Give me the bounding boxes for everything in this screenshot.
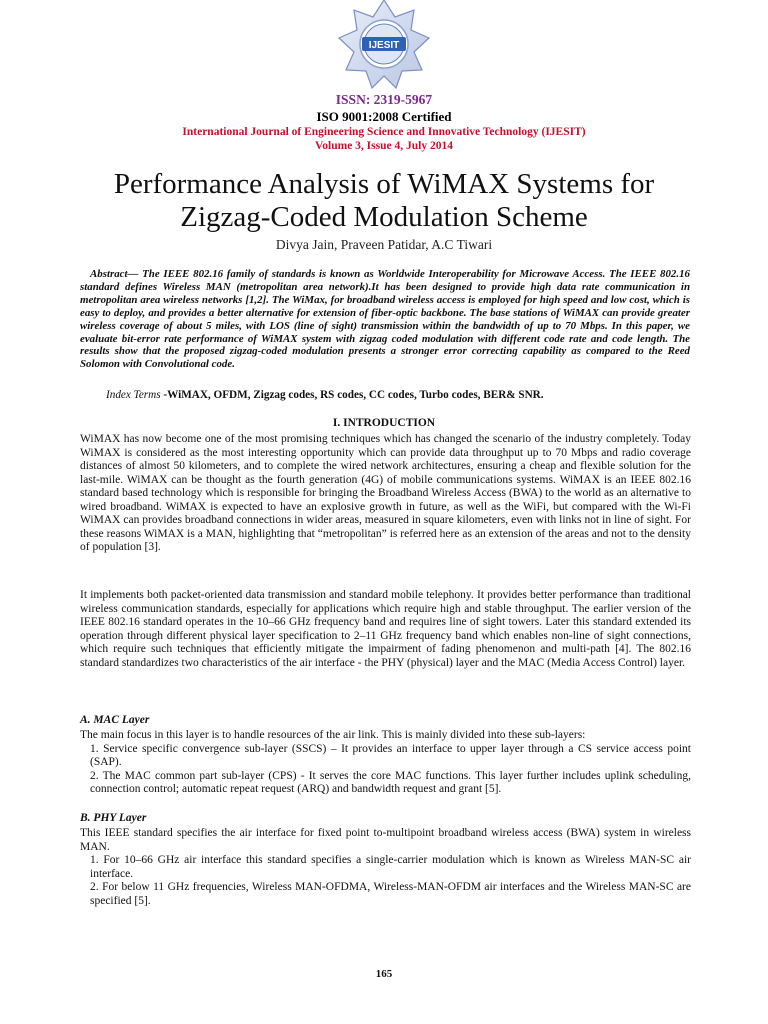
mac-list-item: 1. Service specific convergence sub-layer (SSCS) – It provides an interface to upper layer through a CS service access point (SAP). xyxy=(90,742,691,768)
mac-intro: The main focus in this layer is to handle resources of the air link. This is mainly divided into these sub-layers: xyxy=(80,729,586,741)
journal-volume: Volume 3, Issue 4, July 2014 xyxy=(315,140,453,152)
title-line-2: Zigzag-Coded Modulation Scheme xyxy=(180,201,588,233)
index-terms xyxy=(106,389,544,401)
abstract-label: Abstract— xyxy=(90,268,139,280)
intro-paragraph-2: It implements both packet-oriented data transmission and standard mobile telephony. It provides better performance than traditional wireless communication standards, especially for applications which require high and stable throughput. The earlier version of the IEEE 802.16 standard operates in the 10–66 GHz frequency band and requires line of sight towers. Later this standard extended its operation through different physical layer specification to 2–11 GHz frequency band which enables non-line of sight connections, which require such techniques that efficiently mitigate the impairment of fading phenomenon and multi-path [4]. The 802.16 standard standardizes two characteristics of the air interface - the PHY (physical) layer and the MAC (Media Access Control) layer. xyxy=(80,589,691,669)
page-number: 165 xyxy=(375,968,393,980)
abstract xyxy=(80,268,690,371)
issn: ISSN: 2319-5967 xyxy=(335,92,433,107)
mac-list-item: 2. The MAC common part sub-layer (CPS) - It serves the core MAC functions. This layer further includes uplink scheduling, connection control; automatic repeat request (ARQ) and bandwidth request and grant [5]. xyxy=(90,769,691,795)
logo-text: IJESIT xyxy=(368,40,400,51)
phy-intro: This IEEE standard specifies the air interface for fixed point to-multipoint broadband wireless access (BWA) system in wireless MAN. xyxy=(80,827,691,853)
title-line-1: Performance Analysis of WiMAX Systems for xyxy=(113,168,655,200)
abstract-text: The IEEE 802.16 family of standards is known as Worldwide Interoperability for Microwave Access. The IEEE 802.16 standard defines Wireless MAN (metropolitan area network).It has been designed to provide high data rate communication in metropolitan area wireless networks [1,2]. The WiMax, for broadband wireless access is employed for high speed and low cost, which is easy to deploy, and provides a better alternative for extension of fiber-optic backbone. The base stations of WiMAX can provide greater wireless coverage of about 5 miles, with LOS (line of sight) transmission within the bandwidth of up to 70 Mbps. In this paper, we evaluate bit-error rate performance of WiMAX system with zigzag coded modulation with different code rate and code length. The results show that the proposed zigzag-coded modulation presents a stronger error correcting capability as compared to the Reed Solomon with Convolutional code. xyxy=(80,268,690,371)
subsection-heading-phy: B. PHY Layer xyxy=(80,812,147,824)
phy-list-item: 1. For 10–66 GHz air interface this standard specifies a single-carrier modulation which is known as Wireless MAN-SC air interface. xyxy=(90,854,691,880)
iso-certification: ISO 9001:2008 Certified xyxy=(316,109,452,124)
mac-layer-block xyxy=(80,729,691,797)
index-terms-label: Index Terms xyxy=(106,389,161,401)
journal-name: International Journal of Engineering Science and Innovative Technology (IJESIT) xyxy=(182,126,586,138)
paper-title xyxy=(0,168,768,234)
section-heading-introduction: I. INTRODUCTION xyxy=(332,417,436,429)
intro-paragraph-1: WiMAX has now become one of the most promising techniques which has changed the scenario of the industry completely. Today WiMAX is considered as the most interesting opportunity which can provide data throughput up to 70 Mbps and radio coverage distances of almost 50 kilometers, and to complete the wired network architectures, ensuring a cheap and flexible solution for the last-mile. WiMAX can be thought as the fourth generation (4G) of mobile communications systems. WiMAX is an IEEE 802.16 standard based technology which is responsible for bringing the Broadband Wireless Access (BWA) to the world as an alternative to wired broadband. WiMAX is expected to have an explosive growth in future, as well as the WiFi, but compared with the Wi-Fi WiMAX can provides broadband connections in wider areas, measured in square kilometers, even with links not in line of sight. For these reasons WiMAX is a MAN, highlighting that “metropolitan” is referred here as an extension of the areas and not to the density of population [3]. xyxy=(80,433,691,553)
authors: Divya Jain, Praveen Patidar, A.C Tiwari xyxy=(275,237,493,252)
phy-list-item: 2. For below 11 GHz frequencies, Wireless MAN-OFDMA, Wireless-MAN-OFDM air interfaces and the Wireless MAN-SC are specified [5]. xyxy=(90,881,691,907)
index-terms-text: -WiMAX, OFDM, Zigzag codes, RS codes, CC codes, Turbo codes, BER& SNR. xyxy=(160,389,544,401)
subsection-heading-mac: A. MAC Layer xyxy=(80,714,150,726)
phy-layer-block xyxy=(80,827,691,908)
journal-logo xyxy=(317,0,451,92)
